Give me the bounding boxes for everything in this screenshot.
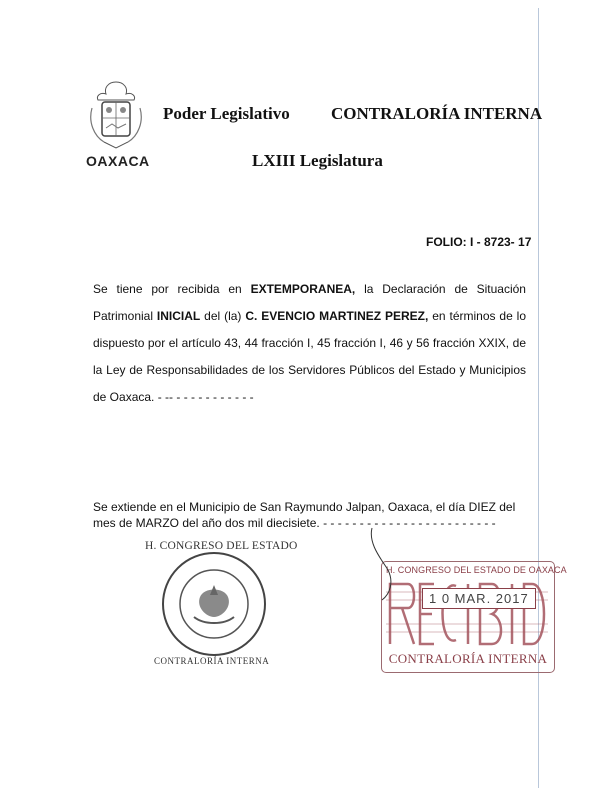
closing-paragraph (93, 499, 528, 531)
signature-stroke (366, 524, 406, 604)
stamp-bottom-text: CONTRALORÍA INTERNA (388, 651, 548, 666)
declaration-paragraph (93, 276, 526, 411)
state-label: OAXACA (86, 153, 150, 169)
paragraph-line: Patrimonial INICIAL del (la) C. EVENCIO MARTINEZ PEREZ, en términos de lo (93, 309, 526, 323)
legislature-title: LXIII Legislatura (252, 151, 383, 170)
closing-line: mes de MARZO del año dos mil diecisiete. - - - - - - - - - - - - - - - - - - - - - - - - (93, 516, 496, 530)
paragraph-line: dispuesto por el artículo 43, 44 fracción I, 45 fracción I, 46 y 56 fracción XXIX, de (93, 336, 526, 350)
legislative-seal-icon (160, 551, 268, 657)
org-left-title: Poder Legislativo (163, 104, 290, 123)
received-stamp (381, 561, 567, 673)
org-right-title: CONTRALORÍA INTERNA (331, 104, 543, 123)
paragraph-line: de Oaxaca. - -- - - - - - - - - - - - (93, 390, 254, 404)
seal-bottom-text: CONTRALORÍA INTERNA (154, 656, 270, 666)
seal-top-text: H. CONGRESO DEL ESTADO (145, 540, 298, 552)
folio-number: FOLIO: I - 8723- 17 (426, 235, 532, 249)
stamp-date: 1 0 MAR. 2017 (422, 588, 536, 609)
paragraph-line: Se tiene por recibida en EXTEMPORANEA, la Declaración de Situación (93, 282, 526, 296)
oaxaca-coat-of-arms-icon (84, 78, 148, 154)
closing-line: Se extiende en el Municipio de San Raymundo Jalpan, Oaxaca, el día DIEZ del (93, 500, 516, 514)
paragraph-line: la Ley de Responsabilidades de los Servidores Públicos del Estado y Municipios (93, 363, 526, 377)
stamp-top-text: H. CONGRESO DEL ESTADO DE OAXACA (386, 565, 567, 575)
